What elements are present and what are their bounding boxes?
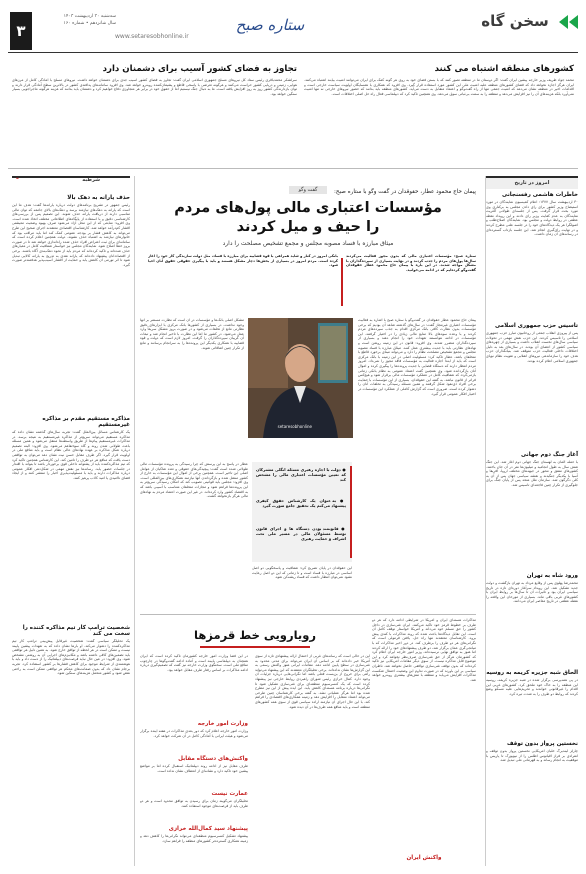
issue-number: شماره ۱۶۰ [63, 21, 85, 26]
column-divider [485, 176, 486, 866]
headline-left: تجاوز به فضای کشور آسیب برای دشمنان دارد [102, 64, 297, 74]
left-col-body-3: یک تحلیلگر سیاسی گفت: شخصیت غیرقابل پیش‌بینی ترامپ کار تیم مذاکره‌کننده را دشوار می‌کند. او بارها نشان داده که به تعهدات پیشین پایبند نیست و ممکن است در هر لحظه از توافق خارج شود. به همین دلیل هر توافقی باید تضمین‌های کافی داشته باشد و مکانیزم‌های اجرایی آن به روشنی مشخص شود. وی افزود: در عین حال نباید فرصت‌های دیپلماتیک را از دست داد و باید با هوشمندی از شرایط موجود برای کاهش فشارها بر کشور استفاده کرد. تجربه برجام نشان داد که بدون ضمانت‌های محکم هر توافقی ممکن است به راحتی نقض شود و کشور متحمل هزینه‌های سنگین شود. [12, 639, 130, 676]
callout-item-1: دولت با اجازه رهبری مسئله انگلی مشترکان که تعیین مؤسسات اعتباری مالی را مشخص کند [256, 467, 346, 482]
chevron-icon [559, 15, 568, 29]
header-rule [8, 52, 578, 53]
bottom-column-1: مذاکرات هسته‌ای ایران و آمریکا در شرایطی ادامه دارد که هر دو طرف بر خطوط قرمز خود تاکید می‌کنند. ایران غنی‌سازی در داخل کشور را حق مسلم خود می‌داند و آمریکا خواستار توقف کامل آن است. این تقابل دیدگاه‌ها باعث شده که روند مذاکرات با کندی پیش برود. کارشناسان معتقدند تنها راه حل، یافتن فرمولی است که نگرانی‌های هر دو طرف را برطرف کند. در دور اخیر مذاکرات که با میانجی‌گری عمان برگزار شد، دو طرف پیشنهادهای خود را ارائه کردند اما هنوز به توافق نهایی نرسیده‌اند. وزیر امور خارجه ایران اعلام کرد که کشورمان هرگز از حق غنی‌سازی صرف‌نظر نخواهد کرد و این موضوع قابل مذاکره نیست. از سوی دیگر مقامات آمریکایی نیز تاکید کرده‌اند که بدون توقف غنی‌سازی توافقی حاصل نخواهد شد. ناظران سیاسی بر این باورند که در صورت تداوم این وضعیت احتمال شکست مذاکرات افزایش می‌یابد و منطقه با تنش‌های بیشتری روبه‌رو خواهد شد. [372, 618, 476, 682]
intro-red-bar [341, 258, 343, 306]
callout-red-bar [350, 466, 352, 558]
chevron-icon [569, 15, 578, 29]
subhead-1: وزارت امور خارجه [197, 721, 248, 727]
interview-intro: ستاره صبح: مؤسسات اعتباری مالی که بدون مجوز فعالیت می‌کردند سال‌ها پول‌های مردم را جذب کردند و در نهایت بسیاری از سپرده‌گذاران با مشکل مواجه شدند. در این باره با پیمان حاج محمود عطار حقوقدان گفت‌وگو کرده‌ایم که در ادامه می‌خوانید. [346, 254, 476, 272]
quote-mark-icon: ❝ [16, 177, 19, 183]
headline-right: کشورهای منطقه اشتباه می کنند [434, 64, 574, 74]
portrait-image [248, 318, 353, 438]
interview-column-2: مشکل اصلی بانک‌ها و مؤسسات در آن است که نظارت مستمر بر آنها وجود نداشت. در بسیاری از کشورها بانک مرکزی با ابزارهای دقیق نظارتی مانع از تخلفات می‌شود و در صورت بروز مشکل سریعاً وارد عمل می‌شود. در کشور ما اما این نظارت با تاخیر انجام شد و تبعات آن گریبان سپرده‌گذاران را گرفت. امروز لازم است که دولت و قوه قضاییه با همکاری یکدیگر این پرونده‌ها را به سرانجام برسانند و مانع از تکرار چنین اتفاقاتی شوند. [140, 318, 244, 350]
newspaper-logo: ستاره صبح [235, 16, 305, 34]
issue-year: سال شانزدهم [89, 21, 116, 26]
sidebar-bottom-title: نخستین پرواز بدون توقف [507, 741, 578, 747]
interview-headline-2: را حیف و میل کردند [236, 219, 380, 235]
sidebar-item-body: ۳۰ اردیبهشت سال ۱۳۷۷: اعلام کمیسیون نمایندگان در مورد استیضاح وزیر کشور برای رای دادن مجلس به برکناری وی مورد بحث قرار گرفت. پس از جلسه‌ای طولانی اکثریت نمایندگان به عدم کفایت وزیر رای دادند و این رویداد نقطه عطفی در روابط دولت و مجلس بود. نمایندگان اصلاح‌طلب و اصولگرا هر یک دیدگاه‌های خود را در جلسه علنی مطرح کردند و در نهایت رای‌گیری انجام شد. این جلسه بازتاب گسترده‌ای در رسانه‌های آن زمان داشت. [486, 200, 578, 237]
subhead-4-body: پیشنهاد تشکیل کنسرسیوم منطقه‌ای می‌تواند نگرانی‌ها را کاهش دهد و زمینه همکاری گسترده‌تر کشورهای منطقه را فراهم سازد. [140, 834, 248, 843]
sidebar-item-title: آغاز جنگ دوم جهانی [521, 452, 578, 458]
callout-item: ● به عنوان یک کارشناس حقوق کیفری پیشنهاد می‌کنم یک تحقیق جامع صورت گیرد [256, 498, 346, 508]
section-brand [448, 12, 578, 38]
top-row-rule [8, 168, 578, 169]
section-title: سخن گاه [481, 12, 549, 30]
left-col-heading-1: حذف یارانه به دهک بالا [67, 195, 130, 201]
issue-meta: سه‌شنبه ۳۰ اردیبهشت ۱۴۰۳ سال شانزدهم • شماره ۱۶۰ [36, 13, 116, 27]
subhead-3: عمارت نیست [211, 791, 248, 797]
interview-rule [140, 614, 476, 615]
left-col-body-2: یک کارشناس مسائل بین‌الملل گفت: تجربه سال‌های گذشته نشان داده که مذاکره مستقیم می‌تواند سریع‌تر از مذاکره غیرمستقیم به نتیجه برسد. در مذاکرات غیرمستقیم پیام‌ها از طریق واسطه‌ها منتقل می‌شود و همین مسئله باعث طولانی شدن روند و گاه سوءتفاهم می‌شود. وی افزود: البته تصمیم درباره شکل مذاکره بر عهده نهادهای عالی نظام است و باید منافع ملی در اولویت قرار گیرد. اگر طرف مقابل حسن نیت نشان دهد می‌توان به توافقی دست یافت که منافع هر دو طرف را تامین کند. این کارشناس همچنین تاکید کرد که تیم مذاکره‌کننده باید از پشتوانه داخلی قوی برخوردار باشد تا بتواند با اقتدار در جلسات حضور یابد. رسانه‌ها نیز نقش مهمی در شکل‌دهی افکار عمومی درباره مذاکرات دارند و باید با مسئولیت‌پذیری اخبار را منتشر کنند و از ایجاد فضای ناامیدی یا امید کاذب پرهیز کنند. [12, 430, 130, 480]
history-sidebar [486, 176, 578, 866]
column-divider [134, 176, 135, 866]
interview-headline-1: مؤسسات اعتباری مالی پول‌های مردم [174, 200, 442, 216]
left-col-header [12, 176, 130, 186]
callout-item-3: قانونمند بودن دستگاه ها و اجرای قانون توسط مسئولان مالی در مسیر ملی تحت اشراف و حمایت رهبری [256, 526, 346, 541]
photo-watermark: setaresobhonline [277, 424, 312, 429]
callout-box [252, 462, 352, 562]
interview-intro-2: بانکی امروز در کنار و شاید همراهی با قوه قضاییه برای مبارزه با فساد، مثل دولت سازندگی کار خود را آغاز کرده است. مردم امروز در بسیاری از بخش‌ها دچار مشکل هستند و باید با پیگیری حقوقی حقوق آنان احیا شود. [148, 254, 338, 268]
interview-column-4: این حقوقدان در پایان تصریح کرد: شفافیت و پاسخگویی دو اصل اساسی در مبارزه با فساد است و تا زمانی که این دو اصل رعایت نشود نمی‌توان انتظار داشت که فساد ریشه‌کن شود. [252, 566, 352, 580]
bottom-column-3: در این فضا وزارت امور خارجه کشورمان تاکید کرده است که ایران همچنان به دیپلماسی پایبند است و آماده ادامه گفت‌وگوها در چارچوب منافع ملی است. سخنگوی وزارت خارجه نیز گفت که تصمیم‌گیری درباره ادامه مذاکرات بر اساس رفتار طرف مقابل خواهد بود. [140, 654, 248, 672]
interview-column-1: پیمان حاج محمود عطار حقوقدان در گفت‌وگو با ستاره صبح با اشاره به فعالیت مؤسسات اعتباری غیرمجاز گفت: در سال‌های گذشته شاهد آن بودیم که برخی مؤسسات بدون نظارت کافی بانک مرکزی اقدام به جذب سپرده‌های مردم کردند و با وعده سودهای بالا منابع مالی زیادی را در اختیار گرفتند. این مؤسسات در ادامه نتوانستند تعهدات خود را انجام دهند و بسیاری از سپرده‌گذاران متضرر شدند. وی افزود: قانون در این زمینه روشن است و نهادهای نظارتی باید با جدیت بیشتری عمل کنند. میثاق مبارزه با فساد مصوبه مجلس و مجمع تشخیص مصلحت نظام را دارد و می‌تواند مبنای برخورد قاطع با متخلفان باشد. عطار تاکید کرد: مسئولیت اصلی در این زمینه با بانک مرکزی است که باید از ابتدا اجازه فعالیت به مؤسسات فاقد مجوز را نمی‌داد. امروز مردم انتظار دارند که دستگاه قضایی با جدیت پرونده‌ها را پیگیری کرده و اموال آنان بازگردانده شود. وی همچنین گفت اعتماد عمومی به نظام بانکی زمانی بازمی‌گردد که شفافیت کامل در عملکرد مؤسسات مالی برقرار شود و هیچ‌کس فراتر از قانون نباشد. به گفته این حقوقدان، بسیاری از این مؤسسات با حمایت برخی افراد ذی‌نفوذ شکل گرفتند و همین مسئله رسیدگی به تخلفات آنان را دشوار کرده است. ضروری است که گزارش کاملی از عملکرد این مؤسسات در اختیار افکار عمومی قرار گیرد. [358, 318, 476, 396]
sidebar-item-body: با حمله آلمان به لهستان جنگ جهانی دوم آغاز شد. این جنگ شش سال به طول انجامید و میلیون‌ها نفر در آن جان باختند. کشورهای متفق و محور در جبهه‌های مختلف اروپا، آفریقا و آسیا با یکدیگر جنگیدند و نقشه سیاسی جهان پس از آن به کلی دگرگون شد. سازمان ملل متحد پس از پایان جنگ برای جلوگیری از تکرار چنین فاجعه‌ای تاسیس شد. [486, 460, 578, 487]
bottom-headline-underline [200, 646, 310, 648]
bottom-subheads [140, 718, 248, 862]
callout-item: ● دولت با اجازه رهبری مسئله انگلی مشترکان که تعیین مؤسسات اعتباری مالی را مشخص کند [256, 467, 346, 482]
left-col-article-1 [12, 192, 130, 805]
interview-column-3: عطار در پاسخ به این پرسش که چرا رسیدگی به پرونده مؤسسات مالی طولانی شده است گفت: پیچیدگی‌های حقوقی و تعدد شاکیان از عوامل اصلی این تاخیر است. همچنین برخی از اموال این مؤسسات به خارج از کشور منتقل شده و بازگرداندن آنها نیازمند همکاری‌های بین‌المللی است. وی افزود: مجلس باید قوانینی تصویب کند که امکان رسیدگی سریع‌تر به این پرونده‌ها فراهم شود و مجازات متخلفان متناسب با آسیبی باشد که به اقتصاد کشور وارد کرده‌اند. در غیر این صورت اعتماد مردم به نهادهای مالی هرگز بازنخواهد گشت. [140, 462, 248, 499]
page-number: ۳ [10, 12, 32, 50]
subhead-1-body: وزارت امور خارجه اعلام کرد که دور بعدی مذاکرات در هفته آینده برگزار می‌شود و هیئت ایرانی با آمادگی کامل در آن شرکت خواهد کرد. [140, 729, 248, 738]
bottom-column-2: این در حالی است که رسانه‌های غربی از احتمال ارائه پیشنهادی تازه از سوی آمریکا خبر داده‌اند که بر اساس آن ایران می‌تواند برای مدتی محدود به غنی‌سازی در سطح پایین ادامه دهد. مقامات ایرانی هنوز واکنش رسمی به این گزارش‌ها نشان نداده‌اند. برخی تحلیلگران معتقدند که این پیشنهاد می‌تواند راهی برای خروج از بن‌بست فعلی باشد اما نگرانی‌هایی درباره جزئیات آن وجود دارد. کمال خرازی رئیس شورای راهبردی روابط خارجی نیز پیشنهاد کرده است که یک کنسرسیوم منطقه‌ای برای غنی‌سازی تشکیل شود تا نگرانی‌ها درباره برنامه هسته‌ای کاهش یابد. این ایده پیش از این نیز مطرح شده بود اما هرگز عملیاتی نشد. به گفته برخی کارشناسان چنین طرحی می‌تواند اعتماد متقابل را افزایش دهد و زمینه همکاری‌های اقتصادی را فراهم کند. با این حال اجرای آن نیازمند اراده سیاسی قوی از سوی همه کشورهای منطقه است و باید منافع همه طرف‌ها در آن دیده شود. [255, 654, 370, 709]
callout-item-2: به عنوان یک کارشناس حقوق کیفری پیشنهاد می‌کنم یک تحقیق جامع صورت گیرد [256, 498, 346, 508]
callout-item: ● قانونمند بودن دستگاه ها و اجرای قانون توسط مسئولان مالی در مسیر ملی تحت اشراف و حمایت رهبری [256, 526, 346, 541]
interviewee-photo [248, 318, 353, 438]
subhead-4: پیشنهاد سید کمال‌الله خرازی [168, 826, 248, 832]
subhead-3-body: تحلیلگران می‌گویند زمان برای رسیدن به توافق محدود است و هر دو طرف باید از فرصت‌های موجود استفاده کنند. [140, 799, 248, 808]
bottom-subhead-iran [372, 852, 476, 863]
sidebar-title: امروز در تاریخ [486, 176, 578, 189]
left-col-section: شرطبه [82, 177, 100, 183]
left-col-heading-2: مذاکره مستقیم مقدم بر مذاکره غیرمستقیم [42, 416, 130, 428]
article-body-left: سرلشکر محمدباقری رئیس ستاد کل نیروهای مسلح جمهوری اسلامی ایران گفت: تجاوز به فضای کشور آسیب جدی برای دشمنان خواهد داشت. نیروهای مسلح با آمادگی کامل از مرزهای هوایی، زمینی و دریایی کشور حراست می‌کنند و هرگونه تعرضی با پاسخی قاطع و پشیمان‌کننده روبه‌رو خواهد شد. وی افزود سامانه‌های پدافندی کشور در بالاترین سطح آمادگی قرار دارند و توان بازدارندگی کشور روز به روز افزایش یافته است. ما به دنبال جنگ نیستیم اما از حقوق خود در برابر هر متجاوزی دفاع خواهیم کرد و دشمنان باید بدانند که هزینه هرگونه ماجراجویی بسیار سنگین خواهد بود. [12, 78, 297, 96]
sidebar-item-body: محمدرضا پهلوی پس از وقایع مرداد به تهران بازگشت و دولت جدید تشکیل شد. این رویداد سرآغاز دوره‌ای تازه در تاریخ سیاسی ایران بود و تاثیرات آن تا سال‌ها بر روابط ایران با کشورهای غربی باقی ماند. بسیاری از مورخان این واقعه را نقطه عطفی در تاریخ معاصر ایران می‌دانند. [486, 581, 578, 604]
sidebar-bottom-body: در پی همه‌پرسی برگزار شده در شبه جزیره کریمه، روسیه این منطقه را به خاک خود ملحق کرد. کشورهای غربی این اقدام را غیرقانونی خواندند و تحریم‌هایی علیه مسکو وضع کردند که روابط دو طرف را به شدت تیره کرد. [486, 678, 578, 696]
interview-subheadline: میثاق مبارزه با فساد مصوبه مجلس و مجمع تشخیص مصلحت را دارد [222, 240, 394, 247]
subhead-5: واکنش ایران [406, 855, 442, 861]
sidebar-item-body: پس از پیروزی انقلاب جمعی از روحانیون مبارز حزب جمهوری اسلامی را تاسیس کردند. این حزب نقش مهمی در تحولات سیاسی سال‌های نخست انقلاب داشت و بسیاری از چهره‌های سیاسی کشور از اعضای آن بودند. در سال‌های بعد به دلیل اختلافات داخلی فعالیت حزب متوقف شد. بنیانگذاران حزب هدف خود را سازماندهی نیروهای انقلابی و تقویت نظام نوپای جمهوری اسلامی اعلام کرده بودند. [486, 331, 578, 363]
sidebar-bottom-body: چارلز لیندبرگ خلبان آمریکایی نخستین پرواز بدون توقف و انفرادی بر فراز اقیانوس اطلس را از نیویورک تا پاریس با موفقیت به انجام رساند و به قهرمانی ملی تبدیل شد. [486, 749, 578, 763]
interview-lead: پیمان حاج محمود عطار، حقوقدان در گفت وگو با ستاره صبح: [334, 189, 476, 195]
subhead-2-body: طرف مقابل نیز از ادامه روند دیپلماتیک استقبال کرده اما بر مواضع پیشین خود تاکید دارد و نشانه‌ای از انعطاف نشان نداده است. [140, 764, 248, 773]
sidebar-item-title: خاطرات هاشمی رفسنجانی [502, 192, 578, 198]
website-url[interactable]: www.setaresobhonline.ir [115, 33, 189, 40]
issue-date: سه‌شنبه ۳۰ اردیبهشت ۱۴۰۳ [63, 14, 116, 19]
left-col-body-1: رئیس جمهور در تشریح برنامه‌های دولت درباره یارانه‌ها گفت: هدف ما این است که یارانه به دهک‌های نیازمند برسد و دهک‌های بالای جامعه که توان مالی مناسبی دارند از دریافت یارانه حذف شوند. این تصمیم پس از بررسی‌های کارشناسی دقیق و با استفاده از پایگاه‌های اطلاعاتی مختلف اتخاذ شده است. وی افزود: منابعی که از این محل آزاد می‌شود صرف بهبود وضعیت معیشتی اقشار کم‌درآمد خواهد شد. کارشناسان اقتصادی معتقدند اجرای صحیح این طرح می‌تواند به کاهش فشار بر بودجه عمومی کمک کند اما باید مراقب بود که خانوارهای نیازمند به اشتباه حذف نشوند. دولت همچنین اعلام کرده است که سامانه‌ای برای ثبت اعتراض افراد حذف شده راه‌اندازی خواهد شد تا در صورت بروز خطا اصلاح شود. نمایندگان مجلس نیز خواستار شفافیت کامل در معیارهای حذف شده‌اند و تاکید کرده‌اند که مردم باید از نحوه دهک‌بندی آگاه باشند. برخی از اقتصاددانان پیشنهاد داده‌اند که یارانه نقدی به تدریج به یارانه کالایی تبدیل شود تا اثر تورمی آن کاهش یابد و حمایت از اقشار آسیب‌پذیر هدفمندتر صورت گیرد. [12, 203, 130, 267]
left-col-heading-3: شخصیت ترامپ کار تیم مذاکره کننده را سخت می کند [22, 625, 130, 637]
article-body-right: محمد جواد ظریف وزیر خارجه پیشین ایران گفت: اگر دوستان ما در منطقه تصور کنند که با بستن فضای خود به روی هر گونه کمک برای ایران می‌توانند امنیت بیابند اشتباه می‌کنند. ایران هرگز اجازه نخواهد داد که فضای کشورهای منطقه علیه امنیت ملی این کشور مورد استفاده قرار گیرد. وی افزود که همکاری با همسایگان اولویت سیاست خارجی است و اقدامات اخیر در منطقه نشان می‌دهد که امنیت جمعی تنها از راه گفت‌وگو و اعتماد متقابل به دست می‌آید. کشورهای منطقه باید بدانند که حضور نیروهای خارجی نه تنها امنیت نمی‌آورد بلکه هزینه‌های آن را نیز افزایش می‌دهد و منطقه را به سمت بی‌ثباتی سوق می‌دهد. وی همچنین تاکید کرد که دیپلماسی فعال راه حل اصلی اختلافات است. [304, 78, 574, 96]
sidebar-item-title: ورود شاه به تهران [526, 573, 578, 579]
bottom-headline: رویارویی خط قرمزها [194, 628, 316, 642]
sidebar-bottom-title: الحاق شبه جزیره کریمه به روسیه [486, 670, 578, 676]
kicker-label: گفت وگو [289, 186, 328, 194]
subhead-2: واکنش‌های دستگاه مقابل [178, 756, 248, 762]
sidebar-item-title: تاسیس حزب جمهوری اسلامی [495, 323, 578, 329]
